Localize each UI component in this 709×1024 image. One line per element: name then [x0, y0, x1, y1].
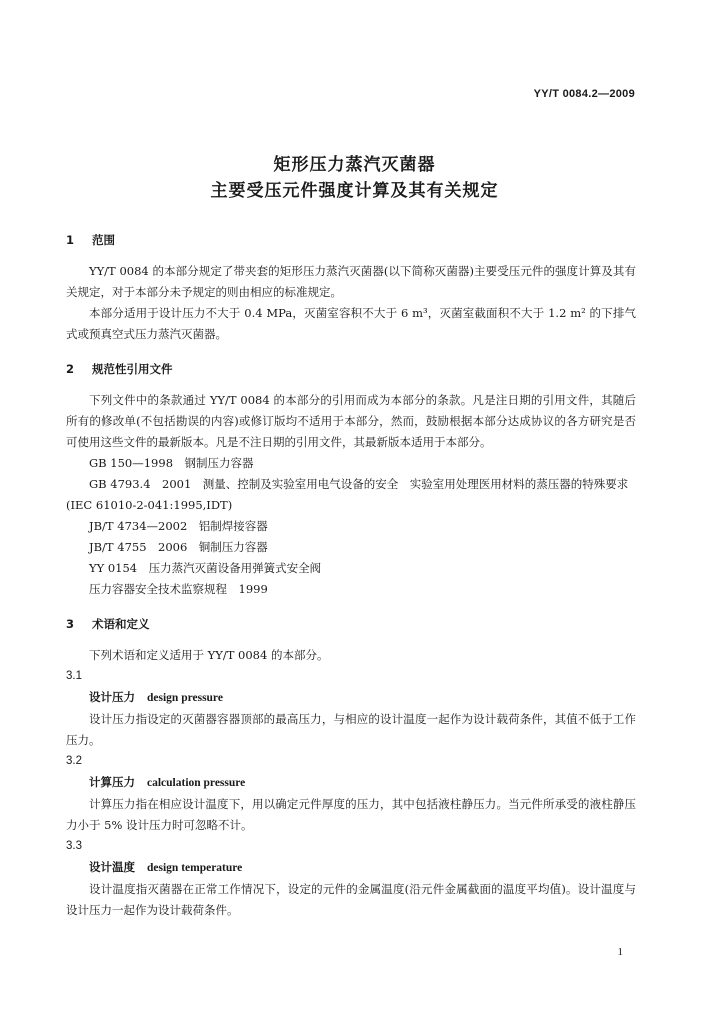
document-body: [66, 230, 636, 921]
term-heading: [66, 857, 636, 879]
term-heading: [66, 772, 636, 794]
terms-intro: 下列术语和定义适用于 YY/T 0084 的本部分。: [89, 648, 329, 662]
section-heading-normative-references: [66, 359, 636, 380]
term-name-cn: 计算压力: [89, 775, 135, 789]
term-definition: 设计压力指设定的灭菌器容器顶部的最高压力，与相应的设计温度一起作为设计载荷条件，其值不低于工作压力。: [66, 712, 636, 747]
standard-number: YY/T 0084.2—2009: [533, 88, 635, 100]
reference-item: YY 0154 压力蒸汽灭菌设备用弹簧式安全阀: [89, 561, 322, 575]
references-paragraph: 下列文件中的条款通过 YY/T 0084 的本部分的引用而成为本部分的条款。凡是注日期的引用文件，其随后所有的修改单(不包括勘误的内容)或修订版均不适用于本部分，然而，鼓励根据本部分达成协议的各方研究是否可使用这些文件的最新版本。凡是不注日期的引用文件，其最新版本适用于本部分。: [66, 393, 636, 449]
section-title: 术语和定义: [92, 617, 150, 631]
section-number: 2: [66, 362, 75, 376]
scope-paragraph-2: 本部分适用于设计压力不大于 0.4 MPa，灭菌室容积不大于 6 m³，灭菌室截面积不大于 1.2 m² 的下排气式或预真空式压力蒸汽灭菌器。: [66, 306, 636, 341]
term-name-en: calculation pressure: [147, 777, 246, 789]
section-title: 范围: [92, 233, 115, 247]
term-heading: [66, 687, 636, 709]
section-title: 规范性引用文件: [92, 362, 173, 376]
term-name-cn: 设计温度: [89, 860, 135, 874]
clause-number: 3.2: [66, 755, 82, 767]
section-number: 3: [66, 617, 75, 631]
reference-item: JB/T 4755 2006 铜制压力容器: [89, 540, 268, 554]
section-heading-scope: [66, 230, 636, 251]
term-name-en: design temperature: [147, 862, 243, 874]
reference-item: JB/T 4734—2002 铝制焊接容器: [89, 519, 268, 533]
reference-item: GB 150—1998 钢制压力容器: [89, 456, 254, 470]
term-definition: 计算压力指在相应设计温度下，用以确定元件厚度的压力，其中包括液柱静压力。当元件所承受的液柱静压力小于 5% 设计压力时可忽略不计。: [66, 797, 636, 832]
reference-item: GB 4793.4 2001 测量、控制及实验室用电气设备的安全 实验室用处理医用材料的蒸压器的特殊要求(IEC 61010-2-041:1995,IDT): [66, 477, 629, 512]
scope-paragraph-1: YY/T 0084 的本部分规定了带夹套的矩形压力蒸汽灭菌器(以下简称灭菌器)主要受压元件的强度计算及其有关规定，对于本部分未予规定的则由相应的标准规定。: [66, 264, 636, 299]
page-number: 1: [617, 946, 623, 958]
term-definition: 设计温度指灭菌器在正常工作情况下，设定的元件的金属温度(沿元件金属截面的温度平均值)。设计温度与设计压力一起作为设计载荷条件。: [66, 882, 636, 917]
reference-item: 压力容器安全技术监察规程 1999: [89, 582, 268, 596]
term-name-cn: 设计压力: [89, 690, 135, 704]
document-title-line1: 矩形压力蒸汽灭菌器: [273, 155, 436, 175]
section-number: 1: [66, 233, 75, 247]
clause-number: 3.3: [66, 840, 82, 852]
term-name-en: design pressure: [147, 692, 223, 704]
document-title-line2: 主要受压元件强度计算及其有关规定: [210, 181, 499, 201]
clause-number: 3.1: [66, 670, 82, 682]
section-heading-terms-definitions: [66, 614, 636, 635]
